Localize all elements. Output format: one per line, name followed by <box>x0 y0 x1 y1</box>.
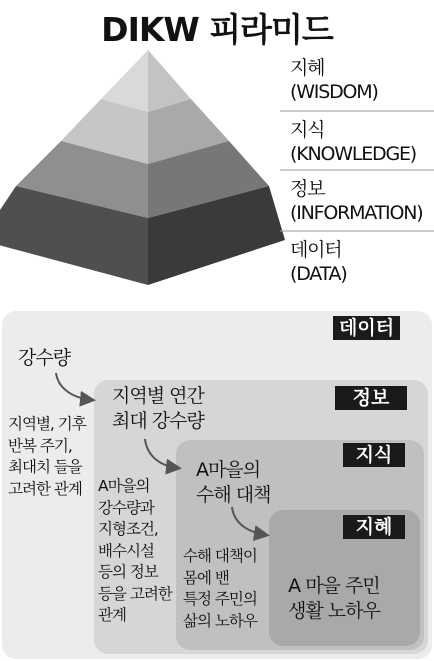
level-knowledge-en: (KNOWLEDGE) <box>290 143 416 165</box>
data-description: 지역별, 기후 반복 주기, 최대치 들을 고려한 관계 <box>8 415 86 498</box>
knowledge-description: 수해 대책이 몸에 밴 특정 주민의 삶의 노하우 <box>183 547 257 630</box>
information-description: A마을의 강수량과 지형조건, 배수시설 등의 정보 등을 고려한 관계 <box>98 477 172 624</box>
level-data-en: (DATA) <box>290 263 347 285</box>
level-knowledge-ko: 지식 <box>290 119 325 141</box>
level-label-knowledge <box>290 118 416 166</box>
data-tag: 데이터 <box>333 316 400 340</box>
level-wisdom-en: (WISDOM) <box>290 81 378 103</box>
level-information-ko: 정보 <box>290 178 325 200</box>
wisdom-example: A 마을 주민 생활 노하우 <box>288 575 380 622</box>
level-label-wisdom <box>290 56 378 104</box>
knowledge-tag: 지식 <box>343 443 405 467</box>
level-label-information <box>290 177 422 225</box>
diagram-title: DIKW 피라미드 <box>101 10 333 49</box>
knowledge-example: A마을의 수해 대책 <box>196 459 271 506</box>
level-wisdom-ko: 지혜 <box>290 57 325 79</box>
information-tag: 정보 <box>335 386 407 410</box>
information-example: 지역별 연간 최대 강수량 <box>112 385 204 432</box>
level-data-ko: 데이터 <box>290 239 342 261</box>
level-label-data <box>290 238 347 286</box>
wisdom-tag: 지혜 <box>343 515 405 539</box>
pyramid-level-wisdom <box>101 50 191 112</box>
data-example: 강수량 <box>18 347 71 369</box>
level-information-en: (INFORMATION) <box>290 202 423 224</box>
